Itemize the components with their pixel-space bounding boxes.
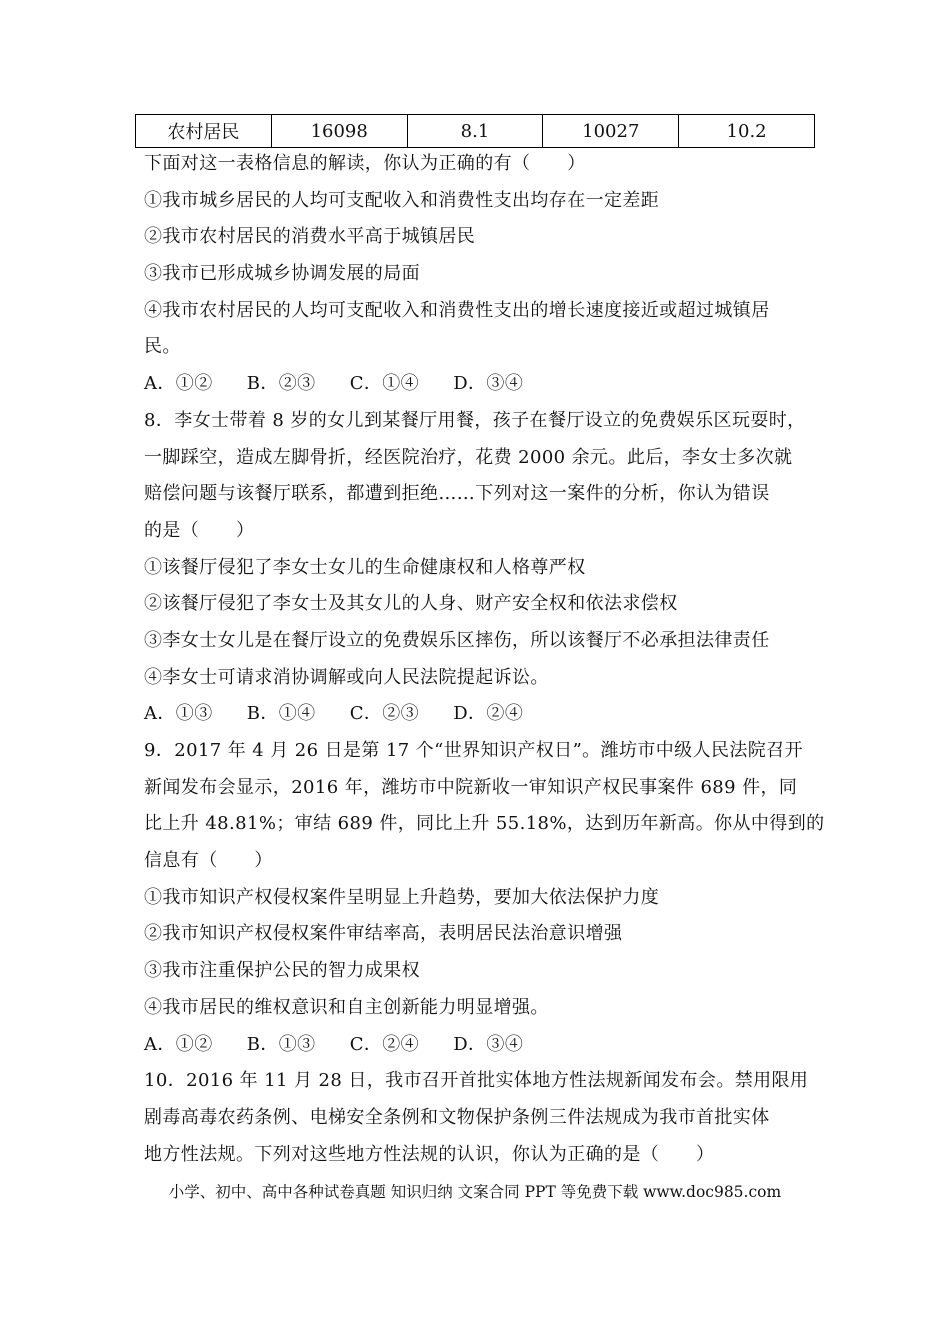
- q9-options: [144, 1027, 824, 1064]
- q8-stem-2: 一脚踩空，造成左脚骨折，经医院治疗，花费 2000 余元。此后，李女士多次就: [144, 446, 793, 468]
- table-cell: 16098: [271, 115, 407, 148]
- q10-stem-1: 10．2016 年 11 月 28 日，我市召开首批实体地方性法规新闻发布会。禁用限用: [144, 1070, 809, 1092]
- q8-stem-4: 的是（ ）: [144, 519, 255, 541]
- q9-stem-2: 新闻发布会显示，2016 年，潍坊市中院新收一审知识产权民事案件 689 件，同: [144, 776, 798, 798]
- q7-option-c: C．①④: [349, 373, 420, 395]
- q8-options: [144, 696, 824, 733]
- q8-stem-3: 赔偿问题与该餐厅联系，都遭到拒绝……下列对这一案件的分析，你认为错误: [144, 483, 770, 505]
- q8-option-d: D．②④: [453, 703, 524, 725]
- question-body: [144, 146, 824, 1173]
- q7-stem: 下面对这一表格信息的解读，你认为正确的有（ ）: [144, 153, 586, 174]
- table-cell: 农村居民: [136, 115, 272, 148]
- table-cell: 10027: [543, 115, 679, 148]
- q8-option-c: C．②③: [349, 703, 420, 725]
- q10-stem-3: 地方性法规。下列对这些地方性法规的认识，你认为正确的是（ ）: [144, 1143, 715, 1165]
- q7-item-2: ②我市农村居民的消费水平高于城镇居民: [144, 226, 476, 248]
- q8-item-1: ①该餐厅侵犯了李女士女儿的生命健康权和人格尊严权: [144, 556, 586, 578]
- table-cell: 10.2: [679, 115, 815, 148]
- q7-options: [144, 366, 824, 403]
- table-row: [136, 115, 815, 148]
- q7-item-3: ③我市已形成城乡协调发展的局面: [144, 263, 420, 285]
- q7-item-4-cont: 民。: [144, 336, 181, 358]
- q8-item-4: ④李女士可请求消协调解或向人民法院提起诉讼。: [144, 666, 549, 688]
- q9-item-4: ④我市居民的维权意识和自主创新能力明显增强。: [144, 996, 549, 1018]
- q9-item-1: ①我市知识产权侵权案件呈明显上升趋势，要加大依法保护力度: [144, 886, 660, 908]
- q7-item-1: ①我市城乡居民的人均可支配收入和消费性支出均存在一定差距: [144, 189, 660, 211]
- q10-stem-2: 剧毒高毒农药条例、电梯安全条例和文物保护条例三件法规成为我市首批实体: [144, 1106, 770, 1128]
- q8-stem-1: 8．李女士带着 8 岁的女儿到某餐厅用餐，孩子在餐厅设立的免费娱乐区玩耍时，: [144, 409, 806, 431]
- table-cell: 8.1: [407, 115, 543, 148]
- q7-option-b: B．②③: [246, 373, 316, 395]
- q9-option-a: A．①②: [144, 1033, 213, 1055]
- q8-item-2: ②该餐厅侵犯了李女士及其女儿的人身、财产安全权和依法求偿权: [144, 593, 678, 615]
- income-table: [135, 114, 815, 148]
- q9-item-2: ②我市知识产权侵权案件审结率高，表明居民法治意识增强: [144, 923, 623, 945]
- q7-item-4: ④我市农村居民的人均可支配收入和消费性支出的增长速度接近或超过城镇居: [144, 299, 770, 321]
- q8-item-3: ③李女士女儿是在餐厅设立的免费娱乐区摔伤，所以该餐厅不必承担法律责任: [144, 629, 770, 651]
- q7-option-a: A．①②: [144, 373, 213, 395]
- q9-item-3: ③我市注重保护公民的智力成果权: [144, 960, 420, 982]
- q8-option-b: B．①④: [246, 703, 316, 725]
- q8-option-a: A．①③: [144, 703, 213, 725]
- q9-stem-3: 比上升 48.81%；审结 689 件，同比上升 55.18%，达到历年新高。你从中得到的: [144, 813, 825, 835]
- q9-option-c: C．②④: [349, 1033, 420, 1055]
- q9-stem-1: 9．2017 年 4 月 26 日是第 17 个“世界知识产权日”。潍坊市中级人民法院召开: [144, 740, 803, 761]
- q9-option-d: D．③④: [453, 1033, 524, 1055]
- q9-option-b: B．①③: [246, 1033, 316, 1055]
- q7-option-d: D．③④: [453, 373, 524, 395]
- q9-stem-4: 信息有（ ）: [144, 850, 273, 872]
- page-footer: 小学、初中、高中各种试卷真题 知识归纳 文案合同 PPT 等免费下载 www.doc985.com: [168, 1183, 782, 1201]
